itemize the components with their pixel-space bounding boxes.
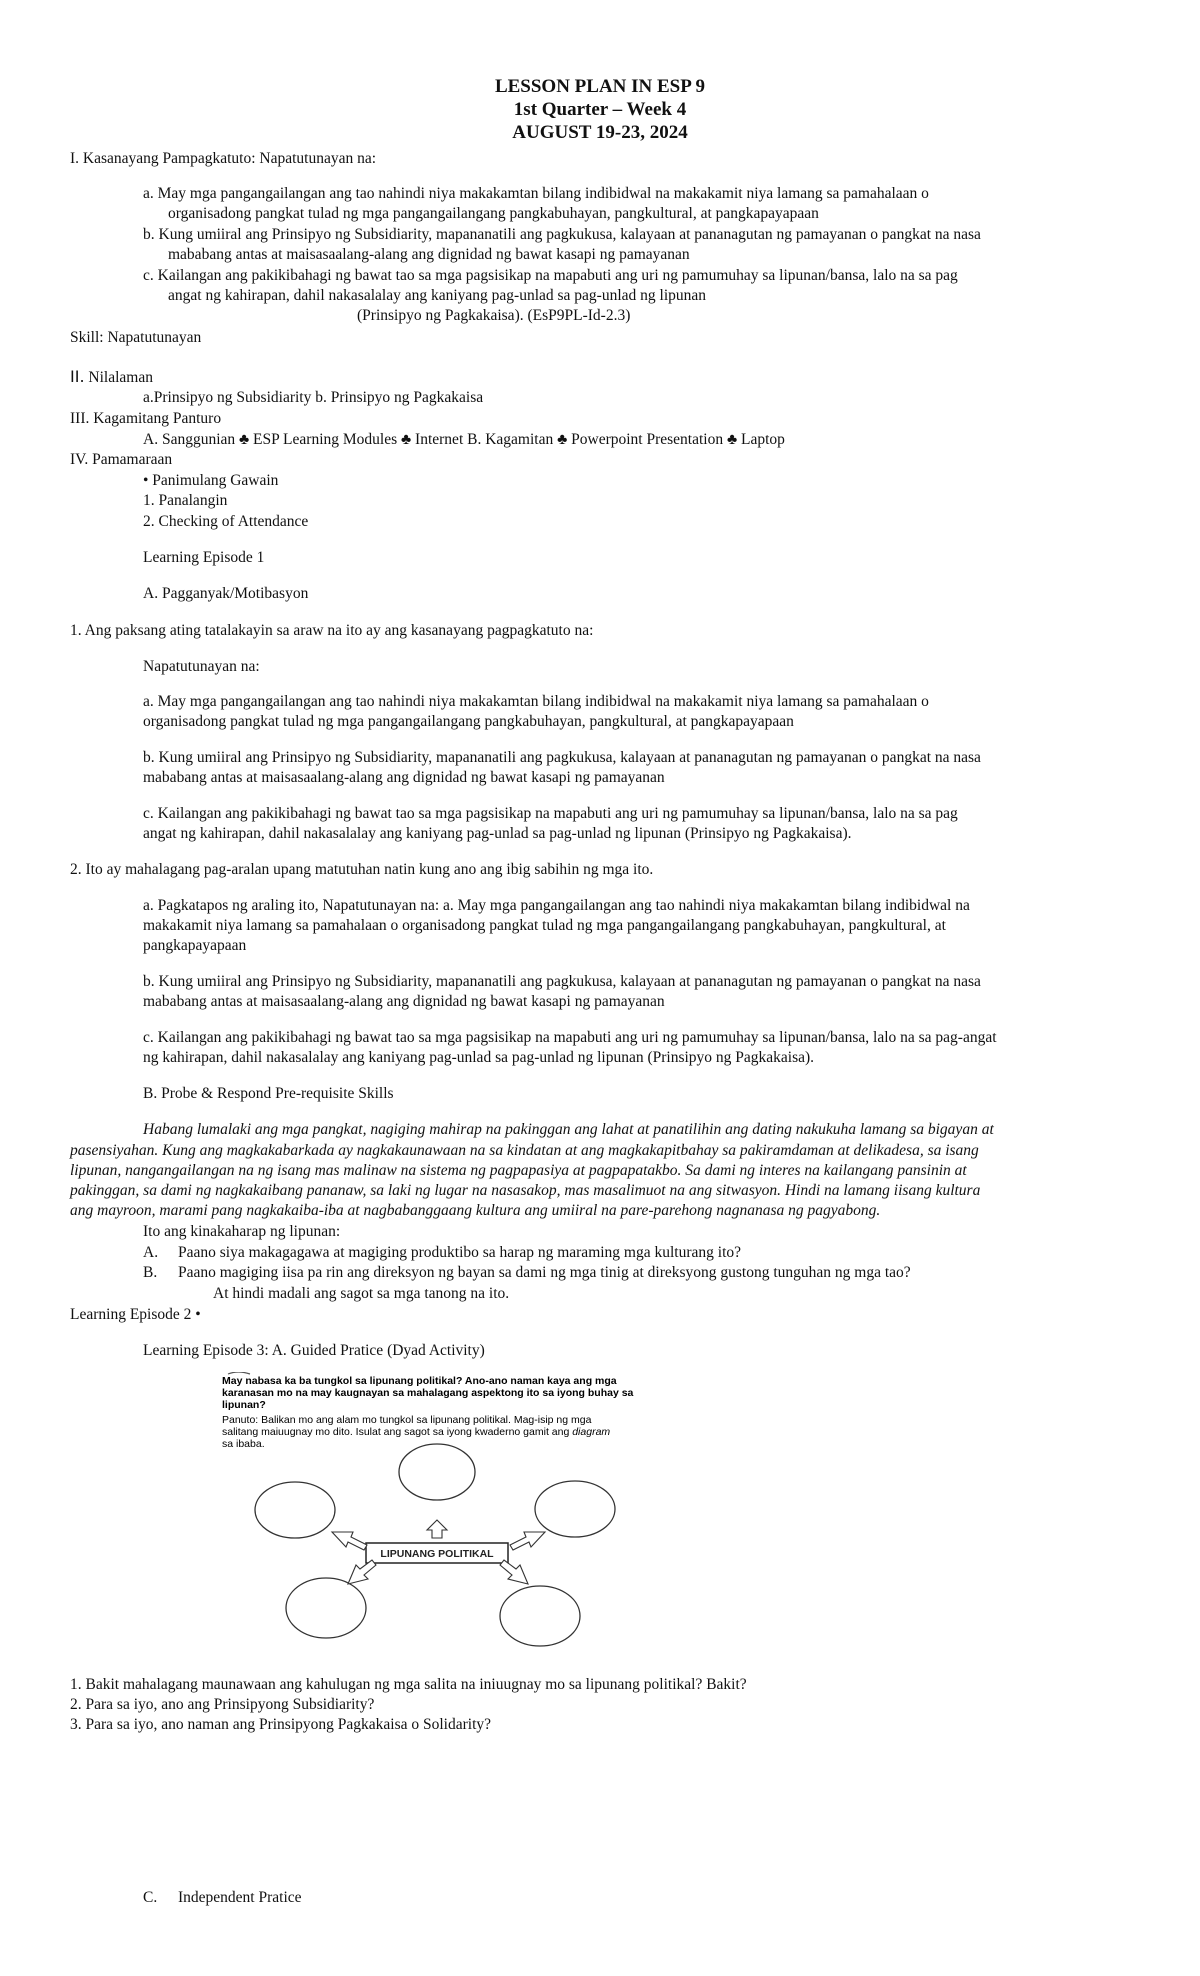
independent-practice-heading: Independent Pratice: [178, 1889, 302, 1906]
competency-c-line1: c. Kailangan ang pakikibahagi ng bawat tao sa mga pagsisikap na mapabuti ang uri ng pamumuhay sa lipunan/bansa, lalo na sa pag: [143, 267, 958, 284]
worksheet-question-line2: karanasan mo na may kaugnayan sa mahalagang aspektong ito sa iyong buhay sa: [222, 1387, 634, 1399]
challenges-note: At hindi madali ang sagot sa mga tanong na ito.: [213, 1285, 510, 1302]
answer-circle-bottom-left: [286, 1578, 366, 1638]
arrow-down-left-icon: [348, 1560, 376, 1584]
learning-episode-3: Learning Episode 3: A. Guided Pratice (Dyad Activity): [143, 1342, 485, 1359]
section-3-content: A. Sanggunian ♣ ESP Learning Modules ♣ Internet B. Kagamitan ♣ Powerpoint Presentation ♣ Laptop: [143, 431, 785, 448]
attendance-item: 2. Checking of Attendance: [143, 513, 309, 530]
corner-mark: [228, 1372, 250, 1374]
learning-episode-2: Learning Episode 2 •: [70, 1306, 201, 1323]
section-4-heading: IV. Pamamaraan: [70, 451, 173, 468]
outcome-b-line1: b. Kung umiiral ang Prinsipyo ng Subsidiarity, mapananatili ang pagkukusa, kalayaan at pananagutan ng pamayanan o pangkat na nasa: [143, 973, 981, 990]
competency-a-line2: organisadong pangkat tulad ng mga pangangailangang pangkabuhayan, pangkultural, at pangkapayapaan: [168, 205, 819, 222]
worksheet-question-line3: lipunan?: [222, 1399, 266, 1411]
competency-c-line3: (Prinsipyo ng Pagkakaisa). (EsP9PL-Id-2.3): [357, 307, 631, 324]
outcome-a-line1: a. Pagkatapos ng araling ito, Napatutunayan na: a. May mga pangangailangan ang tao nahindi niya makakamtan bilang indibidwal na: [143, 897, 970, 914]
quarter-week-title: 1st Quarter – Week 4: [513, 99, 687, 120]
pagganyak-heading: A. Pagganyak/Motibasyon: [143, 585, 309, 602]
worksheet-instruction-line2: [222, 1426, 610, 1438]
motivation-c-line2: angat ng kahirapan, dahil nakasalalay ang kaniyang pag-unlad sa pag-unlad ng lipunan (Prinsipyo ng Pagkakaisa).: [143, 825, 852, 842]
question-2: 2. Para sa iyo, ano ang Prinsipyong Subsidiarity?: [70, 1696, 375, 1713]
motivation-a-line1: a. May mga pangangailangan ang tao nahindi niya makakamtan bilang indibidwal na makakamit niya lamang sa pamahalaan o: [143, 693, 929, 710]
worksheet-instruction-line2a: salitang maiuugnay mo dito. Isulat ang sagot sa iyong kwaderno gamit ang: [222, 1426, 573, 1438]
motivation-point-1: 1. Ang paksang ating tatalakayin sa araw na ito ay ang kasanayang pagpagkatuto na:: [70, 622, 594, 639]
arrow-up-left-icon: [332, 1532, 367, 1550]
outcome-c-line2: ng kahirapan, dahil nakasalalay ang kaniyang pag-unlad sa pag-unlad ng lipunan (Prinsipyo ng Pagkakaisa).: [143, 1049, 815, 1066]
skill-line: Skill: Napatutunayan: [70, 329, 202, 346]
answer-circle-bottom-right: [500, 1586, 580, 1646]
section-2-title: Nilalaman: [88, 369, 153, 386]
challenge-b-text: Paano magiging iisa pa rin ang direksyon ng bayan sa dami ng mga tinig at direksyong gustong tunguhan ng mga tao?: [178, 1264, 911, 1281]
worksheet-instruction-line1: Panuto: Balikan mo ang alam mo tungkol sa lipunang politikal. Mag-isip ng mga: [222, 1414, 592, 1426]
challenges-intro: Ito ang kinakaharap ng lipunan:: [143, 1223, 341, 1240]
outcome-a-line3: pangkapayapaan: [143, 937, 247, 954]
motivation-b-line2: mababang antas at maisasaalang-alang ang dignidad ng bawat kasapi ng pamayanan: [143, 769, 665, 786]
section-2-numeral: II.: [70, 367, 85, 386]
reading-line-2: pasensiyahan. Kung ang magkakabarkada ay nagkakaunawaan na sa kindatan at ang magkakapitbahay sa pakiramdaman at delikadesa, sa isang: [70, 1142, 979, 1159]
section-2-heading: [70, 367, 153, 388]
competency-a-line1: a. May mga pangangailangan ang tao nahindi niya makakamtan bilang indibidwal na makakamit niya lamang sa pamahalaan o: [143, 185, 929, 202]
panimulang-gawain: • Panimulang Gawain: [143, 472, 279, 489]
reading-line-3: lipunan, nangangailangan na ng isang mas malinaw na sistema ng pagpapasiya at pagpapatakbo. Sa dami ng interes na kailangang pansinin at: [70, 1162, 967, 1179]
arrow-up-right-icon: [510, 1532, 545, 1550]
probe-respond-heading: B. Probe & Respond Pre-requisite Skills: [143, 1085, 394, 1102]
outcome-b-line2: mababang antas at maisasaalang-alang ang dignidad ng bawat kasapi ng pamayanan: [143, 993, 665, 1010]
lipunang-politikal-worksheet: [218, 1372, 718, 1652]
worksheet-instruction-line3: sa ibaba.: [222, 1438, 265, 1450]
arrow-up-icon: [427, 1520, 447, 1538]
answer-circle-left: [255, 1482, 335, 1538]
date-title: AUGUST 19-23, 2024: [512, 122, 688, 143]
competency-b-line1: b. Kung umiiral ang Prinsipyo ng Subsidiarity, mapananatili ang pagkukusa, kalayaan at pananagutan ng pamayanan o pangkat na nasa: [143, 226, 981, 243]
reading-line-4: pakinggan, sa dami ng nagkakaibang pananaw, sa laki ng lugar na nasasakop, mas masalimuot na ang sitwasyon. Hindi na lamang iisang kultura: [70, 1182, 981, 1199]
section-3-heading: III. Kagamitang Panturo: [70, 410, 222, 427]
challenge-a-text: Paano siya makagagawa at magiging produktibo sa harap ng maraming mga kulturang ito?: [178, 1244, 742, 1261]
arrow-down-right-icon: [500, 1560, 528, 1584]
answer-circle-top: [399, 1444, 475, 1500]
reading-line-5: ang mayroon, marami pang nagkakaiba-iba at nagbabanggaang kultura ang umiiral na pare-parehong nagnanasa ng pagyabong.: [70, 1202, 881, 1219]
learning-episode-1: Learning Episode 1: [143, 549, 265, 566]
competency-c-line2: angat ng kahirapan, dahil nakasalalay ang kaniyang pag-unlad sa pag-unlad ng lipunan: [168, 287, 707, 304]
challenge-a-label: A.: [143, 1244, 159, 1261]
section-1-heading: I. Kasanayang Pampagkatuto: Napatutunayan na:: [70, 150, 377, 167]
competency-b-line2: mababang antas at maisasaalang-alang ang dignidad ng bawat kasapi ng pamayanan: [168, 246, 690, 263]
motivation-a-line2: organisadong pangkat tulad ng mga pangangailangang pangkabuhayan, pangkultural, at pangkapayapaan: [143, 713, 794, 730]
question-3: 3. Para sa iyo, ano naman ang Prinsipyong Pagkakaisa o Solidarity?: [70, 1716, 492, 1733]
worksheet-question-line1: May nabasa ka ba tungkol sa lipunang politikal? Ano-ano naman kaya ang mga: [222, 1375, 617, 1387]
lipunang-politikal-label: LIPUNANG POLITIKAL: [380, 1548, 494, 1560]
section-2-content: a.Prinsipyo ng Subsidiarity b. Prinsipyo ng Pagkakaisa: [143, 389, 484, 406]
question-1: 1. Bakit mahalagang maunawaan ang kahulugan ng mga salita na iniuugnay mo sa lipunang politikal? Bakit?: [70, 1676, 747, 1693]
motivation-c-line1: c. Kailangan ang pakikibahagi ng bawat tao sa mga pagsisikap na mapabuti ang uri ng pamumuhay sa lipunan/bansa, lalo na sa pag: [143, 805, 958, 822]
motivation-point-2: 2. Ito ay mahalagang pag-aralan upang matutuhan natin kung ano ang ibig sabihin ng mga ito.: [70, 861, 654, 878]
worksheet-instruction-diagram: diagram: [572, 1426, 611, 1438]
outcome-a-line2: makakamit niya lamang sa pamahalaan o organisadong pangkat tulad ng mga pangangailangang pangkabuhayan, pangkultural, at: [143, 917, 946, 934]
lesson-plan-title: LESSON PLAN IN ESP 9: [494, 76, 706, 97]
motivation-b-line1: b. Kung umiiral ang Prinsipyo ng Subsidiarity, mapananatili ang pagkukusa, kalayaan at pananagutan ng pamayanan o pangkat na nasa: [143, 749, 981, 766]
challenge-b-label: B.: [143, 1264, 158, 1281]
independent-practice-label: C.: [143, 1889, 158, 1906]
panalangin-item: 1. Panalangin: [143, 492, 228, 509]
reading-line-1: Habang lumalaki ang mga pangkat, nagiging mahirap na pakinggan ang lahat at panatilihin ang dating nakukuha lamang sa bigayan at: [143, 1121, 994, 1138]
outcome-c-line1: c. Kailangan ang pakikibahagi ng bawat tao sa mga pagsisikap na mapabuti ang uri ng pamumuhay sa lipunan/bansa, lalo na sa pag-angat: [143, 1029, 997, 1046]
answer-circle-right: [535, 1481, 615, 1537]
napatutunayan-label: Napatutunayan na:: [143, 658, 260, 675]
worksheet-graphic: [218, 1372, 718, 1652]
